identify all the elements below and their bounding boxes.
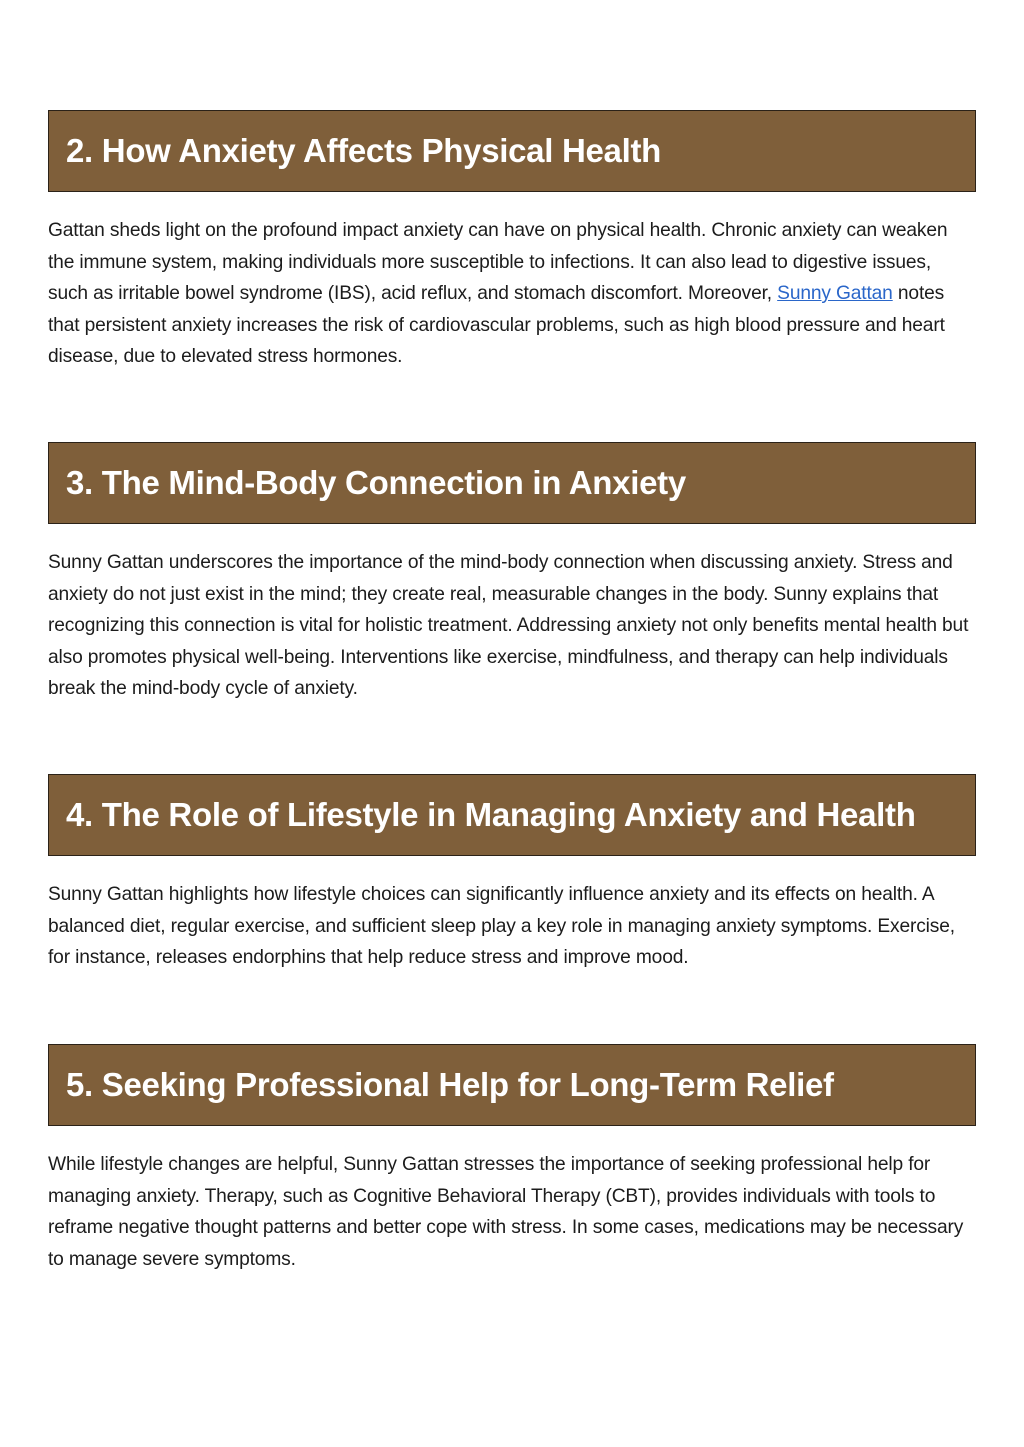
section-paragraph: While lifestyle changes are helpful, Sunny Gattan stresses the importance of seeking professional help for managing anxiety. Therapy, such as Cognitive Behavioral Therapy (CBT), provides individuals with tools to reframe negative thought patterns and better cope with stress. In some cases, medications may be necessary to manage severe symptoms.: [48, 1154, 964, 1270]
section-mind-body: [48, 442, 976, 705]
section-heading: 5. Seeking Professional Help for Long-Term Relief: [66, 1066, 834, 1103]
section-heading: 3. The Mind-Body Connection in Anxiety: [66, 464, 686, 501]
paragraph-text-after-link: notes that persistent anxiety increases the risk of cardiovascular problems, such as high blood pressure and heart disease, due to elevated stress hormones.: [48, 283, 945, 368]
section-heading-box: [48, 442, 976, 524]
section-heading: 2. How Anxiety Affects Physical Health: [66, 132, 662, 169]
section-physical-health: [48, 110, 976, 373]
section-paragraph: [48, 215, 976, 373]
section-heading: 4. The Role of Lifestyle in Managing Anxiety and Health: [66, 796, 916, 833]
sunny-gattan-link[interactable]: Sunny Gattan: [777, 283, 893, 305]
section-professional-help: [48, 1044, 976, 1275]
section-lifestyle: [48, 774, 976, 974]
section-paragraph: Sunny Gattan underscores the importance of the mind-body connection when discussing anxiety. Stress and anxiety do not just exist in the mind; they create real, measurable changes in the body. Sunny explains that recognizing this connection is vital for holistic treatment. Addressing anxiety not only benefits mental health but also promotes physical well-being. Interventions like exercise, mindfulness, and therapy can help individuals break the mind-body cycle of anxiety.: [48, 552, 969, 700]
section-heading-box: [48, 774, 976, 856]
paragraph-text-before-link: Gattan sheds light on the profound impact anxiety can have on physical health. Chronic anxiety can weaken the immune system, making individuals more susceptible to infections. It can also lead to digestive issues, such as irritable bowel syndrome (IBS), acid reflux, and stomach discomfort. Moreover,: [48, 220, 948, 305]
section-heading-box: [48, 1044, 976, 1126]
section-heading-box: [48, 110, 976, 192]
section-paragraph: Sunny Gattan highlights how lifestyle choices can significantly influence anxiety and its effects on health. A balanced diet, regular exercise, and sufficient sleep play a key role in managing anxiety symptoms. Exercise, for instance, releases endorphins that help reduce stress and improve mood.: [48, 884, 955, 969]
